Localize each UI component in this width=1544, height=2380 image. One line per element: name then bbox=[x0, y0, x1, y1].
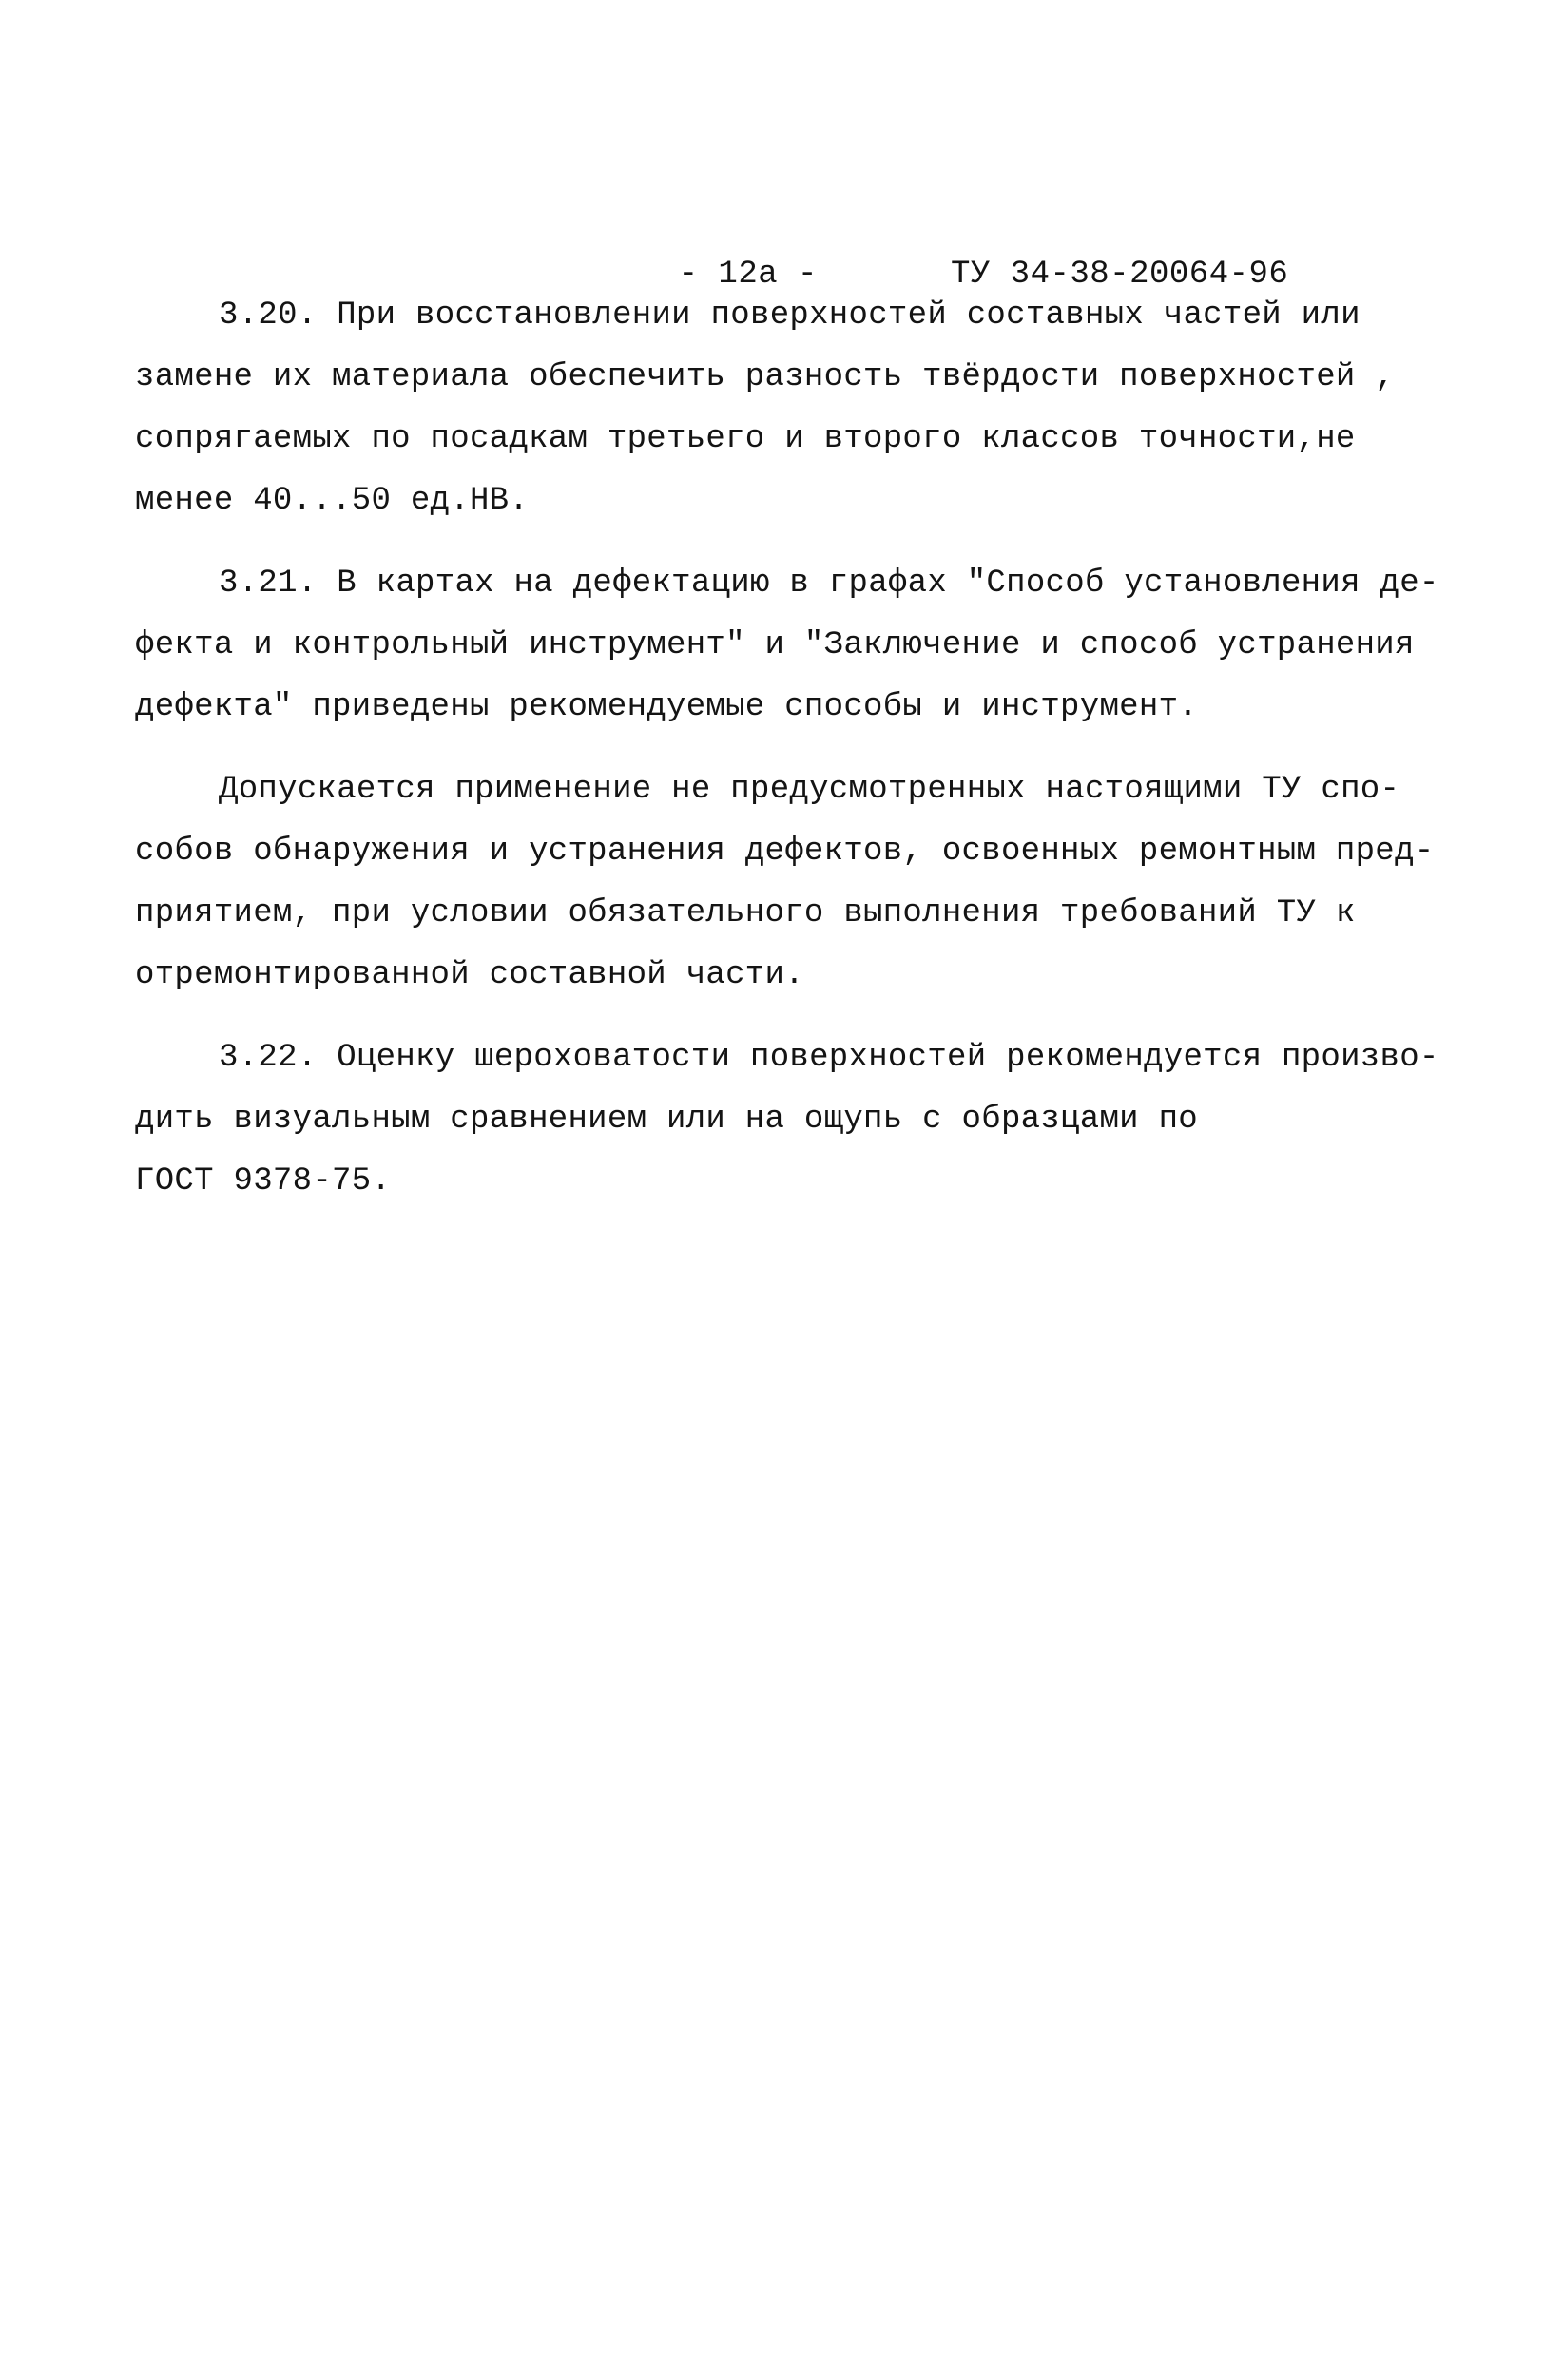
text-line: замене их материала обеспечить разность твёрдости поверхностей , bbox=[135, 359, 1396, 395]
text-line: отремонтированной составной части. bbox=[135, 957, 804, 993]
document-body bbox=[135, 285, 1447, 1213]
text-line: собов обнаружения и устранения дефектов, освоенных ремонтным пред- bbox=[135, 834, 1435, 870]
text-line: сопрягаемых по посадкам третьего и второго классов точности,не bbox=[135, 421, 1356, 457]
text-line: приятием, при условии обязательного выполнения требований ТУ к bbox=[135, 895, 1356, 931]
paragraph-gap bbox=[135, 739, 1447, 759]
document-code: ТУ 34-38-20064-96 bbox=[950, 257, 1289, 293]
paragraph-allowance bbox=[135, 759, 1447, 1007]
paragraph-gap bbox=[135, 1007, 1447, 1027]
text-line: ГОСТ 9378-75. bbox=[135, 1163, 392, 1200]
paragraph-gap bbox=[135, 532, 1447, 553]
paragraph-3-20 bbox=[135, 285, 1447, 532]
paragraph-3-21 bbox=[135, 553, 1447, 739]
text-line: 3.22. Оценку шероховатости поверхностей рекомендуется произво- bbox=[219, 1040, 1439, 1076]
text-line: Допускается применение не предусмотренных настоящими ТУ спо- bbox=[219, 772, 1400, 808]
text-line: менее 40...50 ед.НВ. bbox=[135, 483, 530, 519]
page-number: - 12а - bbox=[678, 257, 818, 293]
paragraph-3-22 bbox=[135, 1027, 1447, 1213]
text-line: дефекта" приведены рекомендуемые способы и инструмент. bbox=[135, 689, 1198, 725]
text-line: фекта и контрольный инструмент" и "Заключение и способ устранения bbox=[135, 627, 1415, 663]
text-line: дить визуальным сравнением или на ощупь с образцами по bbox=[135, 1102, 1198, 1138]
text-line: 3.20. При восстановлении поверхностей составных частей или bbox=[219, 298, 1361, 334]
text-line: 3.21. В картах на дефектацию в графах "Способ установления де- bbox=[219, 566, 1439, 602]
